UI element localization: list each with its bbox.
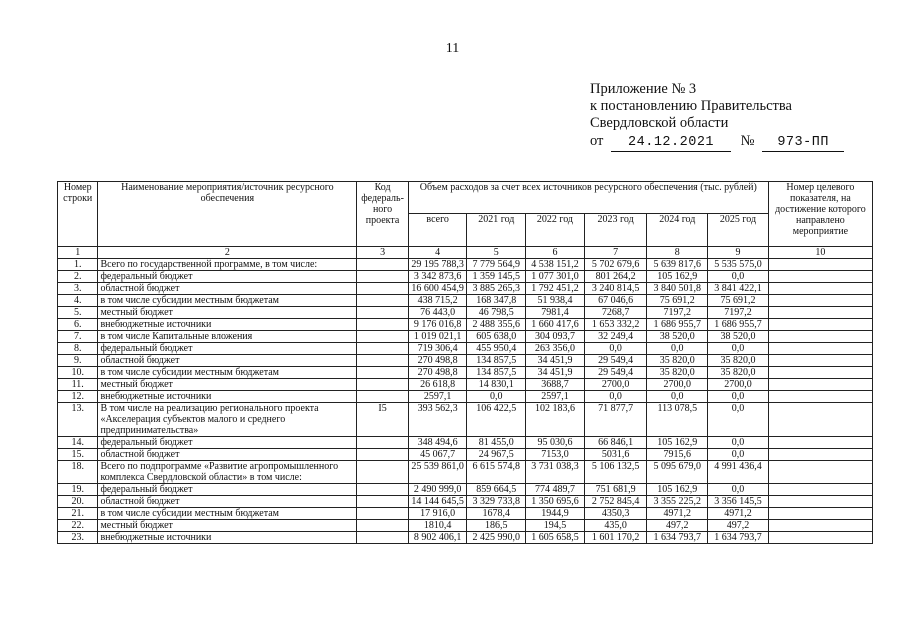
row-value-2022: 7981,4 bbox=[526, 307, 585, 319]
table-row bbox=[58, 307, 873, 319]
row-value-2021: 81 455,0 bbox=[467, 437, 526, 449]
header-total: всего bbox=[408, 214, 467, 247]
row-value-2024: 1 634 793,7 bbox=[647, 532, 708, 544]
row-name: Всего по государственной программе, в том числе: bbox=[98, 259, 357, 271]
row-number: 20. bbox=[58, 496, 98, 508]
row-target-indicator bbox=[768, 319, 872, 331]
appendix-line-decree: к постановлению Правительства bbox=[590, 98, 792, 114]
row-number: 7. bbox=[58, 331, 98, 343]
row-value-2024: 105 162,9 bbox=[647, 484, 708, 496]
row-value-2025: 38 520,0 bbox=[708, 331, 769, 343]
row-target-indicator bbox=[768, 532, 872, 544]
row-value-total: 270 498,8 bbox=[408, 367, 467, 379]
row-value-2022: 1 792 451,2 bbox=[526, 283, 585, 295]
row-value-total: 2 490 999,0 bbox=[408, 484, 467, 496]
row-value-2025: 35 820,0 bbox=[708, 355, 769, 367]
row-value-total: 45 067,7 bbox=[408, 449, 467, 461]
row-value-2024: 35 820,0 bbox=[647, 355, 708, 367]
row-value-2024: 7197,2 bbox=[647, 307, 708, 319]
row-value-2023: 2700,0 bbox=[584, 379, 647, 391]
row-value-total: 9 176 016,8 bbox=[408, 319, 467, 331]
row-value-2022: 1 660 417,6 bbox=[526, 319, 585, 331]
row-number: 8. bbox=[58, 343, 98, 355]
row-value-2025: 0,0 bbox=[708, 343, 769, 355]
row-name: областной бюджет bbox=[98, 355, 357, 367]
table-row bbox=[58, 508, 873, 520]
column-index-row bbox=[58, 247, 873, 259]
row-value-2024: 0,0 bbox=[647, 343, 708, 355]
row-value-2023: 66 846,1 bbox=[584, 437, 647, 449]
row-target-indicator bbox=[768, 437, 872, 449]
row-value-2024: 7915,6 bbox=[647, 449, 708, 461]
row-value-2022: 51 938,4 bbox=[526, 295, 585, 307]
row-value-total: 438 715,2 bbox=[408, 295, 467, 307]
row-value-2022: 34 451,9 bbox=[526, 367, 585, 379]
row-value-2021: 455 950,4 bbox=[467, 343, 526, 355]
row-value-2021: 2 488 355,6 bbox=[467, 319, 526, 331]
row-project-code bbox=[357, 295, 409, 307]
row-value-2022: 1 350 695,6 bbox=[526, 496, 585, 508]
row-project-code bbox=[357, 484, 409, 496]
row-name: местный бюджет bbox=[98, 307, 357, 319]
row-value-2024: 105 162,9 bbox=[647, 437, 708, 449]
row-name: в том числе Капитальные вложения bbox=[98, 331, 357, 343]
row-value-2023: 4350,3 bbox=[584, 508, 647, 520]
row-value-2025: 0,0 bbox=[708, 437, 769, 449]
row-target-indicator bbox=[768, 391, 872, 403]
row-target-indicator bbox=[768, 520, 872, 532]
row-value-2023: 71 877,7 bbox=[584, 403, 647, 437]
row-project-code bbox=[357, 508, 409, 520]
row-project-code bbox=[357, 283, 409, 295]
row-number: 18. bbox=[58, 461, 98, 484]
row-target-indicator bbox=[768, 271, 872, 283]
row-target-indicator bbox=[768, 379, 872, 391]
row-value-total: 393 562,3 bbox=[408, 403, 467, 437]
column-index: 6 bbox=[526, 247, 585, 259]
row-value-2023: 751 681,9 bbox=[584, 484, 647, 496]
row-value-total: 2597,1 bbox=[408, 391, 467, 403]
table-row bbox=[58, 496, 873, 508]
row-project-code bbox=[357, 461, 409, 484]
row-value-2024: 35 820,0 bbox=[647, 367, 708, 379]
column-index: 7 bbox=[584, 247, 647, 259]
row-value-2023: 435,0 bbox=[584, 520, 647, 532]
row-number: 5. bbox=[58, 307, 98, 319]
row-project-code bbox=[357, 520, 409, 532]
row-value-2023: 0,0 bbox=[584, 391, 647, 403]
row-value-2021: 24 967,5 bbox=[467, 449, 526, 461]
row-target-indicator bbox=[768, 496, 872, 508]
row-target-indicator bbox=[768, 403, 872, 437]
row-value-total: 719 306,4 bbox=[408, 343, 467, 355]
row-value-2023: 29 549,4 bbox=[584, 367, 647, 379]
row-value-2021: 0,0 bbox=[467, 391, 526, 403]
row-value-2024: 75 691,2 bbox=[647, 295, 708, 307]
row-value-2023: 801 264,2 bbox=[584, 271, 647, 283]
row-value-2023: 2 752 845,4 bbox=[584, 496, 647, 508]
row-number: 1. bbox=[58, 259, 98, 271]
row-value-2021: 134 857,5 bbox=[467, 355, 526, 367]
row-value-2022: 1 077 301,0 bbox=[526, 271, 585, 283]
row-target-indicator bbox=[768, 283, 872, 295]
row-target-indicator bbox=[768, 508, 872, 520]
row-project-code bbox=[357, 355, 409, 367]
row-target-indicator bbox=[768, 449, 872, 461]
row-value-total: 270 498,8 bbox=[408, 355, 467, 367]
column-index: 5 bbox=[467, 247, 526, 259]
row-value-2022: 1944,9 bbox=[526, 508, 585, 520]
row-name: в том числе субсидии местным бюджетам bbox=[98, 508, 357, 520]
column-index: 4 bbox=[408, 247, 467, 259]
row-value-2025: 1 634 793,7 bbox=[708, 532, 769, 544]
row-value-2024: 4971,2 bbox=[647, 508, 708, 520]
table-row bbox=[58, 520, 873, 532]
row-project-code bbox=[357, 391, 409, 403]
table-row bbox=[58, 319, 873, 331]
row-name: внебюджетные источники bbox=[98, 391, 357, 403]
row-number: 2. bbox=[58, 271, 98, 283]
row-name: федеральный бюджет bbox=[98, 343, 357, 355]
column-index: 2 bbox=[98, 247, 357, 259]
row-project-code bbox=[357, 331, 409, 343]
row-value-2021: 46 798,5 bbox=[467, 307, 526, 319]
row-project-code bbox=[357, 259, 409, 271]
row-value-total: 14 144 645,5 bbox=[408, 496, 467, 508]
row-number: 4. bbox=[58, 295, 98, 307]
row-value-2023: 5 106 132,5 bbox=[584, 461, 647, 484]
row-value-2021: 2 425 990,0 bbox=[467, 532, 526, 544]
row-value-2021: 605 638,0 bbox=[467, 331, 526, 343]
table-row bbox=[58, 259, 873, 271]
row-number: 23. bbox=[58, 532, 98, 544]
row-value-2021: 168 347,8 bbox=[467, 295, 526, 307]
header-target-indicator: Номер целевого показателя, на достижение которого направлено мероприятие bbox=[768, 182, 872, 247]
table-row bbox=[58, 355, 873, 367]
row-value-2022: 102 183,6 bbox=[526, 403, 585, 437]
row-value-2021: 3 885 265,3 bbox=[467, 283, 526, 295]
row-value-2023: 1 601 170,2 bbox=[584, 532, 647, 544]
header-row-number: Номер строки bbox=[58, 182, 98, 247]
row-value-2023: 1 653 332,2 bbox=[584, 319, 647, 331]
appendix-title: Приложение № 3 bbox=[590, 81, 697, 97]
row-value-2021: 7 779 564,9 bbox=[467, 259, 526, 271]
row-value-2025: 5 535 575,0 bbox=[708, 259, 769, 271]
row-project-code: I5 bbox=[357, 403, 409, 437]
row-name: в том числе субсидии местным бюджетам bbox=[98, 367, 357, 379]
row-value-2025: 0,0 bbox=[708, 403, 769, 437]
header-year-2021: 2021 год bbox=[467, 214, 526, 247]
row-project-code bbox=[357, 449, 409, 461]
row-number: 11. bbox=[58, 379, 98, 391]
table-row bbox=[58, 295, 873, 307]
row-value-2024: 3 840 501,8 bbox=[647, 283, 708, 295]
header-year-2022: 2022 год bbox=[526, 214, 585, 247]
row-value-2025: 75 691,2 bbox=[708, 295, 769, 307]
row-name: В том числе на реализацию регионального проекта «Акселерация субъектов малого и среднего предпринимательства» bbox=[98, 403, 357, 437]
row-value-2023: 0,0 bbox=[584, 343, 647, 355]
row-value-2025: 3 841 422,1 bbox=[708, 283, 769, 295]
row-value-2023: 29 549,4 bbox=[584, 355, 647, 367]
table-row bbox=[58, 379, 873, 391]
column-index: 3 bbox=[357, 247, 409, 259]
header-year-2025: 2025 год bbox=[708, 214, 769, 247]
row-value-total: 76 443,0 bbox=[408, 307, 467, 319]
row-number: 22. bbox=[58, 520, 98, 532]
row-number: 3. bbox=[58, 283, 98, 295]
row-value-2025: 7197,2 bbox=[708, 307, 769, 319]
row-value-2022: 263 356,0 bbox=[526, 343, 585, 355]
row-name: областной бюджет bbox=[98, 283, 357, 295]
from-label: от bbox=[590, 133, 604, 149]
row-project-code bbox=[357, 437, 409, 449]
row-number: 21. bbox=[58, 508, 98, 520]
row-name: областной бюджет bbox=[98, 449, 357, 461]
row-number: 10. bbox=[58, 367, 98, 379]
table-row bbox=[58, 461, 873, 484]
row-project-code bbox=[357, 271, 409, 283]
table-body bbox=[58, 247, 873, 544]
table-row bbox=[58, 391, 873, 403]
row-target-indicator bbox=[768, 295, 872, 307]
row-target-indicator bbox=[768, 307, 872, 319]
row-value-2024: 1 686 955,7 bbox=[647, 319, 708, 331]
row-value-2025: 0,0 bbox=[708, 449, 769, 461]
appendix-block bbox=[590, 81, 844, 152]
row-project-code bbox=[357, 532, 409, 544]
row-value-2025: 3 356 145,5 bbox=[708, 496, 769, 508]
row-value-2022: 7153,0 bbox=[526, 449, 585, 461]
row-value-2022: 34 451,9 bbox=[526, 355, 585, 367]
row-name: внебюджетные источники bbox=[98, 319, 357, 331]
header-federal-project-code: Код федераль-ного проекта bbox=[357, 182, 409, 247]
row-value-2025: 35 820,0 bbox=[708, 367, 769, 379]
row-value-2025: 0,0 bbox=[708, 271, 769, 283]
header-year-2024: 2024 год bbox=[647, 214, 708, 247]
row-value-2021: 1678,4 bbox=[467, 508, 526, 520]
row-value-2021: 186,5 bbox=[467, 520, 526, 532]
table-row bbox=[58, 283, 873, 295]
row-number: 12. bbox=[58, 391, 98, 403]
row-value-2022: 3688,7 bbox=[526, 379, 585, 391]
row-value-total: 25 539 861,0 bbox=[408, 461, 467, 484]
row-value-2022: 3 731 038,3 bbox=[526, 461, 585, 484]
row-value-2022: 304 093,7 bbox=[526, 331, 585, 343]
row-value-total: 16 600 454,9 bbox=[408, 283, 467, 295]
row-name: внебюджетные источники bbox=[98, 532, 357, 544]
row-name: федеральный бюджет bbox=[98, 484, 357, 496]
row-name: Всего по подпрограмме «Развитие агропромышленного комплекса Свердловской области» в том числе: bbox=[98, 461, 357, 484]
page-number: 11 bbox=[445, 41, 460, 56]
row-project-code bbox=[357, 307, 409, 319]
row-target-indicator bbox=[768, 343, 872, 355]
row-target-indicator bbox=[768, 367, 872, 379]
expense-table bbox=[57, 181, 873, 544]
row-value-2024: 38 520,0 bbox=[647, 331, 708, 343]
row-value-2023: 7268,7 bbox=[584, 307, 647, 319]
decree-number: 973-ПП bbox=[762, 134, 844, 152]
row-value-2025: 4 991 436,4 bbox=[708, 461, 769, 484]
column-index: 8 bbox=[647, 247, 708, 259]
row-value-2022: 194,5 bbox=[526, 520, 585, 532]
row-value-2024: 105 162,9 bbox=[647, 271, 708, 283]
row-value-2021: 1 359 145,5 bbox=[467, 271, 526, 283]
decree-date: 24.12.2021 bbox=[611, 134, 731, 152]
row-name: местный бюджет bbox=[98, 520, 357, 532]
row-value-total: 348 494,6 bbox=[408, 437, 467, 449]
row-value-2021: 134 857,5 bbox=[467, 367, 526, 379]
row-number: 13. bbox=[58, 403, 98, 437]
row-value-2023: 67 046,6 bbox=[584, 295, 647, 307]
row-value-2023: 5031,6 bbox=[584, 449, 647, 461]
row-number: 15. bbox=[58, 449, 98, 461]
appendix-line-region: Свердловской области bbox=[590, 115, 729, 131]
row-value-2024: 3 355 225,2 bbox=[647, 496, 708, 508]
row-project-code bbox=[357, 379, 409, 391]
row-value-total: 26 618,8 bbox=[408, 379, 467, 391]
table-row bbox=[58, 343, 873, 355]
row-target-indicator bbox=[768, 461, 872, 484]
header-name: Наименование мероприятия/источник ресурсного обеспечения bbox=[98, 182, 357, 247]
row-value-2022: 95 030,6 bbox=[526, 437, 585, 449]
row-value-2025: 0,0 bbox=[708, 484, 769, 496]
row-number: 14. bbox=[58, 437, 98, 449]
row-value-2024: 0,0 bbox=[647, 391, 708, 403]
row-value-2024: 5 639 817,6 bbox=[647, 259, 708, 271]
row-name: в том числе субсидии местным бюджетам bbox=[98, 295, 357, 307]
table-row bbox=[58, 484, 873, 496]
table-row bbox=[58, 271, 873, 283]
row-target-indicator bbox=[768, 259, 872, 271]
row-value-2023: 3 240 814,5 bbox=[584, 283, 647, 295]
row-value-total: 8 902 406,1 bbox=[408, 532, 467, 544]
table-row bbox=[58, 331, 873, 343]
appendix-date-line bbox=[590, 133, 844, 152]
row-value-2024: 5 095 679,0 bbox=[647, 461, 708, 484]
row-target-indicator bbox=[768, 331, 872, 343]
number-label: № bbox=[740, 133, 755, 149]
row-value-2023: 32 249,4 bbox=[584, 331, 647, 343]
header-year-2023: 2023 год bbox=[584, 214, 647, 247]
row-value-total: 29 195 788,3 bbox=[408, 259, 467, 271]
row-value-2021: 859 664,5 bbox=[467, 484, 526, 496]
row-value-2025: 1 686 955,7 bbox=[708, 319, 769, 331]
row-value-2022: 4 538 151,2 bbox=[526, 259, 585, 271]
row-number: 9. bbox=[58, 355, 98, 367]
row-value-2022: 1 605 658,5 bbox=[526, 532, 585, 544]
row-number: 6. bbox=[58, 319, 98, 331]
row-value-total: 1810,4 bbox=[408, 520, 467, 532]
row-value-2023: 5 702 679,6 bbox=[584, 259, 647, 271]
row-value-2021: 3 329 733,8 bbox=[467, 496, 526, 508]
row-value-2022: 774 489,7 bbox=[526, 484, 585, 496]
row-name: федеральный бюджет bbox=[98, 437, 357, 449]
row-number: 19. bbox=[58, 484, 98, 496]
row-value-2024: 497,2 bbox=[647, 520, 708, 532]
row-project-code bbox=[357, 343, 409, 355]
row-name: местный бюджет bbox=[98, 379, 357, 391]
header-expense-volume: Объем расходов за счет всех источников ресурсного обеспечения (тыс. рублей) bbox=[408, 182, 768, 214]
row-name: федеральный бюджет bbox=[98, 271, 357, 283]
column-index: 1 bbox=[58, 247, 98, 259]
row-value-total: 3 342 873,6 bbox=[408, 271, 467, 283]
row-value-2025: 4971,2 bbox=[708, 508, 769, 520]
row-value-2024: 113 078,5 bbox=[647, 403, 708, 437]
row-value-2024: 2700,0 bbox=[647, 379, 708, 391]
row-project-code bbox=[357, 319, 409, 331]
row-name: областной бюджет bbox=[98, 496, 357, 508]
row-value-2025: 2700,0 bbox=[708, 379, 769, 391]
column-index: 9 bbox=[708, 247, 769, 259]
table-row bbox=[58, 403, 873, 437]
row-value-2021: 14 830,1 bbox=[467, 379, 526, 391]
table-row bbox=[58, 437, 873, 449]
row-value-2021: 106 422,5 bbox=[467, 403, 526, 437]
row-value-2025: 0,0 bbox=[708, 391, 769, 403]
row-value-total: 17 916,0 bbox=[408, 508, 467, 520]
table-row bbox=[58, 367, 873, 379]
row-value-2021: 6 615 574,8 bbox=[467, 461, 526, 484]
column-index: 10 bbox=[768, 247, 872, 259]
row-project-code bbox=[357, 367, 409, 379]
table-row bbox=[58, 449, 873, 461]
row-target-indicator bbox=[768, 355, 872, 367]
row-project-code bbox=[357, 496, 409, 508]
row-target-indicator bbox=[768, 484, 872, 496]
table-row bbox=[58, 532, 873, 544]
row-value-2022: 2597,1 bbox=[526, 391, 585, 403]
row-value-2025: 497,2 bbox=[708, 520, 769, 532]
row-value-total: 1 019 021,1 bbox=[408, 331, 467, 343]
